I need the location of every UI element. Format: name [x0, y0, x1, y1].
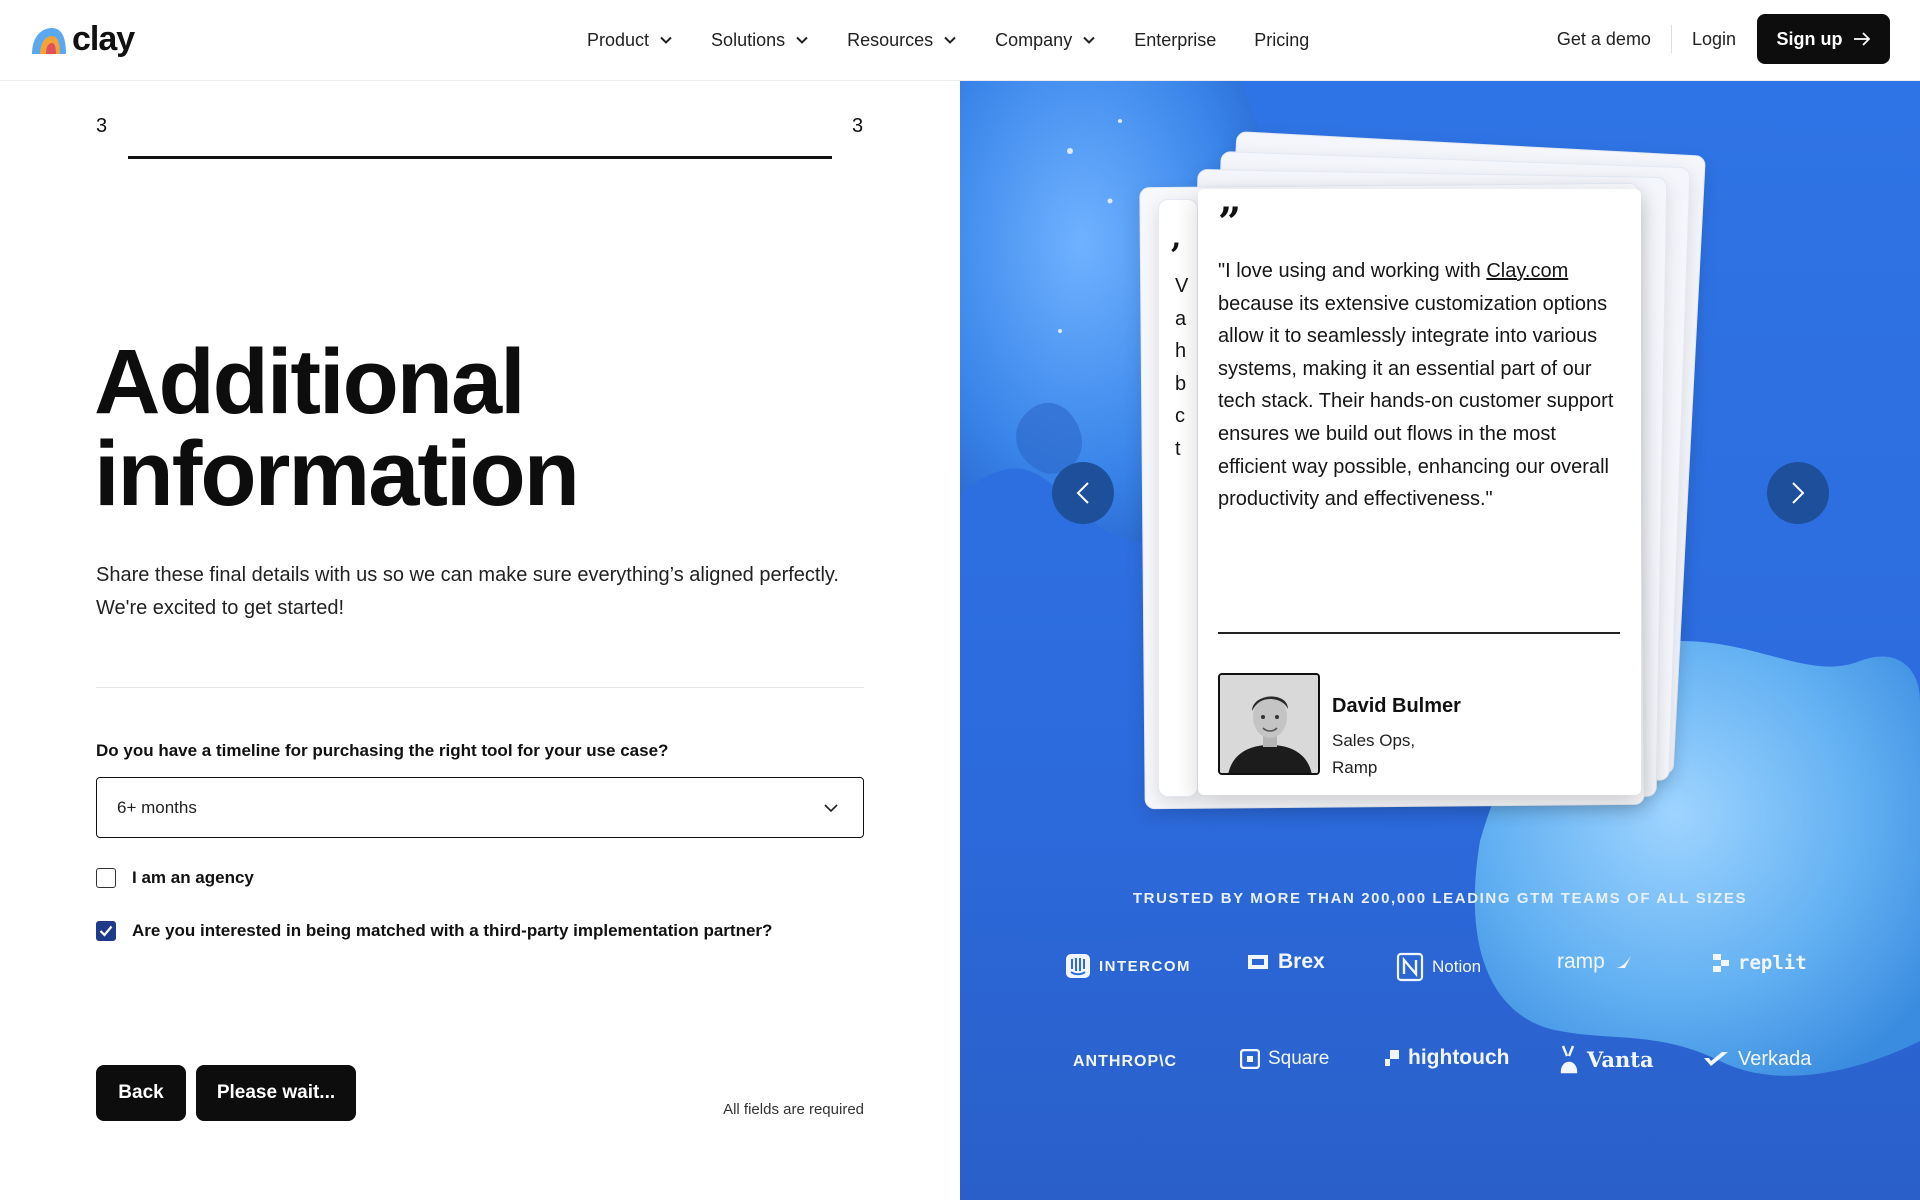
top-navigation [0, 0, 1920, 81]
logo-vanta-text: Vanta [1587, 1046, 1654, 1072]
nav-resources-label: Resources [847, 29, 934, 50]
logo-brex-text: Brex [1278, 950, 1325, 973]
notion-icon [1396, 952, 1424, 982]
clay-logo[interactable] [30, 20, 134, 59]
logo-anthropic-text: ANTHROP\C [1073, 1053, 1178, 1070]
partner-checkbox-row[interactable] [96, 921, 772, 941]
partner-checkbox-label: Are you interested in being matched with a third-party implementation partner? [132, 921, 773, 940]
testimonial-panel [960, 81, 1920, 1200]
logo-vanta [1559, 1044, 1654, 1074]
logo-square-text: Square [1268, 1048, 1330, 1069]
description-line-2: We're excited to get started! [96, 597, 345, 619]
avatar [1218, 673, 1320, 775]
nav-product[interactable] [587, 30, 673, 51]
peek-letter: a [1175, 307, 1187, 330]
page-title [94, 331, 578, 525]
nav-pricing-label: Pricing [1254, 29, 1310, 50]
logo-anthropic [1073, 1053, 1177, 1071]
logo-notion [1396, 952, 1481, 982]
chevron-down-icon [943, 33, 957, 47]
logo-notion-text: Notion [1432, 957, 1482, 976]
timeline-select-value: 6+ months [117, 797, 197, 817]
form-panel [0, 81, 960, 1200]
signup-button[interactable] [1757, 14, 1890, 64]
logo-verkada-text: Verkada [1738, 1048, 1812, 1070]
nav-product-label: Product [587, 29, 650, 50]
chevron-right-icon [1791, 481, 1805, 505]
logo-wordmark: clay [72, 20, 135, 58]
chevron-down-icon [823, 800, 839, 816]
nav-pricing[interactable] [1254, 30, 1309, 51]
required-fields-note: All fields are required [723, 1101, 864, 1118]
submit-button-label: Please wait... [216, 1082, 336, 1103]
clay-logo-icon [30, 24, 68, 56]
quote-clay-link[interactable]: Clay.com [1486, 260, 1569, 282]
logo-ramp-text: ramp [1557, 950, 1605, 973]
next-testimonial-button[interactable] [1767, 462, 1829, 524]
logo-replit [1712, 952, 1807, 974]
agency-checkbox-label: I am an agency [132, 868, 254, 887]
logo-hightouch-text: hightouch [1408, 1046, 1510, 1069]
peek-letter: c [1175, 405, 1185, 428]
title-line-1: Additional [94, 331, 524, 433]
agency-checkbox-row[interactable] [96, 868, 254, 888]
progress-step-right: 3 [852, 115, 864, 137]
nav-solutions[interactable] [711, 30, 809, 51]
logo-replit-text: replit [1738, 952, 1807, 974]
testimonial-card [1198, 189, 1641, 795]
page-description [96, 559, 876, 625]
section-divider [96, 687, 864, 688]
logo-hightouch [1384, 1046, 1509, 1070]
progress-step-left: 3 [96, 115, 108, 137]
logo-brex [1246, 950, 1325, 974]
nav-resources[interactable] [847, 30, 957, 51]
ramp-icon [1613, 954, 1633, 970]
logo-intercom [1065, 953, 1191, 979]
person-role [1332, 727, 1415, 781]
brex-icon [1246, 953, 1270, 971]
intercom-icon [1065, 953, 1091, 979]
description-line-1: Share these final details with us so we can make sure everything’s aligned perfectly. [96, 564, 839, 586]
peek-quote-letters [1175, 270, 1188, 466]
quote-text-start: "I love using and working with [1218, 260, 1487, 282]
quote-text-rest: because its extensive customization options allow it to seamlessly integrate into various systems, making it an essential part of our tech stack. Their hands-on customer support ensures we build out flows in the most efficient way possible, enhancing our overall productivity and effectiveness." [1218, 292, 1614, 511]
trusted-by-heading: TRUSTED BY MORE THAN 200,000 LEADING GTM TEAMS OF ALL SIZES [1132, 890, 1748, 907]
logo-intercom-text: INTERCOM [1099, 957, 1191, 975]
timeline-select[interactable] [96, 777, 864, 838]
agency-checkbox[interactable] [96, 868, 116, 888]
back-button-label: Back [118, 1082, 164, 1103]
timeline-question-label: Do you have a timeline for purchasing the right tool for your use case? [96, 741, 669, 760]
logo-square [1240, 1048, 1329, 1070]
progress-bar [128, 156, 832, 159]
peek-letter: h [1175, 340, 1187, 363]
testimonial-quote [1218, 255, 1628, 516]
logo-verkada [1702, 1048, 1811, 1071]
chevron-down-icon [1082, 33, 1096, 47]
chevron-down-icon [795, 33, 809, 47]
step-progress [96, 113, 864, 143]
partner-checkbox[interactable] [96, 921, 116, 941]
square-icon [1240, 1049, 1260, 1069]
card-divider [1218, 632, 1620, 634]
peek-letter: t [1175, 437, 1181, 460]
nav-enterprise-label: Enterprise [1134, 29, 1217, 50]
person-role-company: Ramp [1332, 758, 1378, 777]
signup-label: Sign up [1776, 28, 1843, 49]
quote-mark-icon: ” [1218, 199, 1242, 246]
chevron-left-icon [1076, 481, 1090, 505]
logo-ramp [1557, 950, 1633, 974]
vanta-icon [1559, 1044, 1579, 1074]
nav-company[interactable] [995, 30, 1096, 51]
arrow-right-icon [1853, 32, 1871, 46]
person-photo [1220, 675, 1320, 775]
hightouch-icon [1384, 1049, 1400, 1067]
get-demo-link[interactable]: Get a demo [1556, 28, 1651, 49]
login-link[interactable]: Login [1691, 28, 1736, 49]
previous-testimonial-button[interactable] [1052, 462, 1114, 524]
back-button[interactable] [96, 1065, 186, 1121]
verkada-icon [1702, 1050, 1730, 1070]
nav-enterprise[interactable] [1134, 30, 1216, 51]
checkmark-icon [99, 925, 113, 937]
person-name: David Bulmer [1332, 695, 1461, 717]
nav-company-label: Company [995, 29, 1073, 50]
nav-solutions-label: Solutions [711, 29, 786, 50]
main-nav [587, 0, 1347, 80]
replit-icon [1712, 953, 1730, 973]
header-actions [1557, 14, 1890, 64]
submit-button[interactable] [196, 1065, 356, 1121]
peek-letter: V [1175, 275, 1189, 297]
person-role-title: Sales Ops, [1332, 731, 1416, 750]
title-line-2: information [94, 423, 578, 525]
chevron-down-icon [659, 33, 673, 47]
testimonial-card-peek [1158, 199, 1198, 797]
peek-quote-mark: , [1171, 220, 1182, 255]
header-divider [1671, 25, 1672, 53]
peek-letter: b [1175, 372, 1187, 395]
